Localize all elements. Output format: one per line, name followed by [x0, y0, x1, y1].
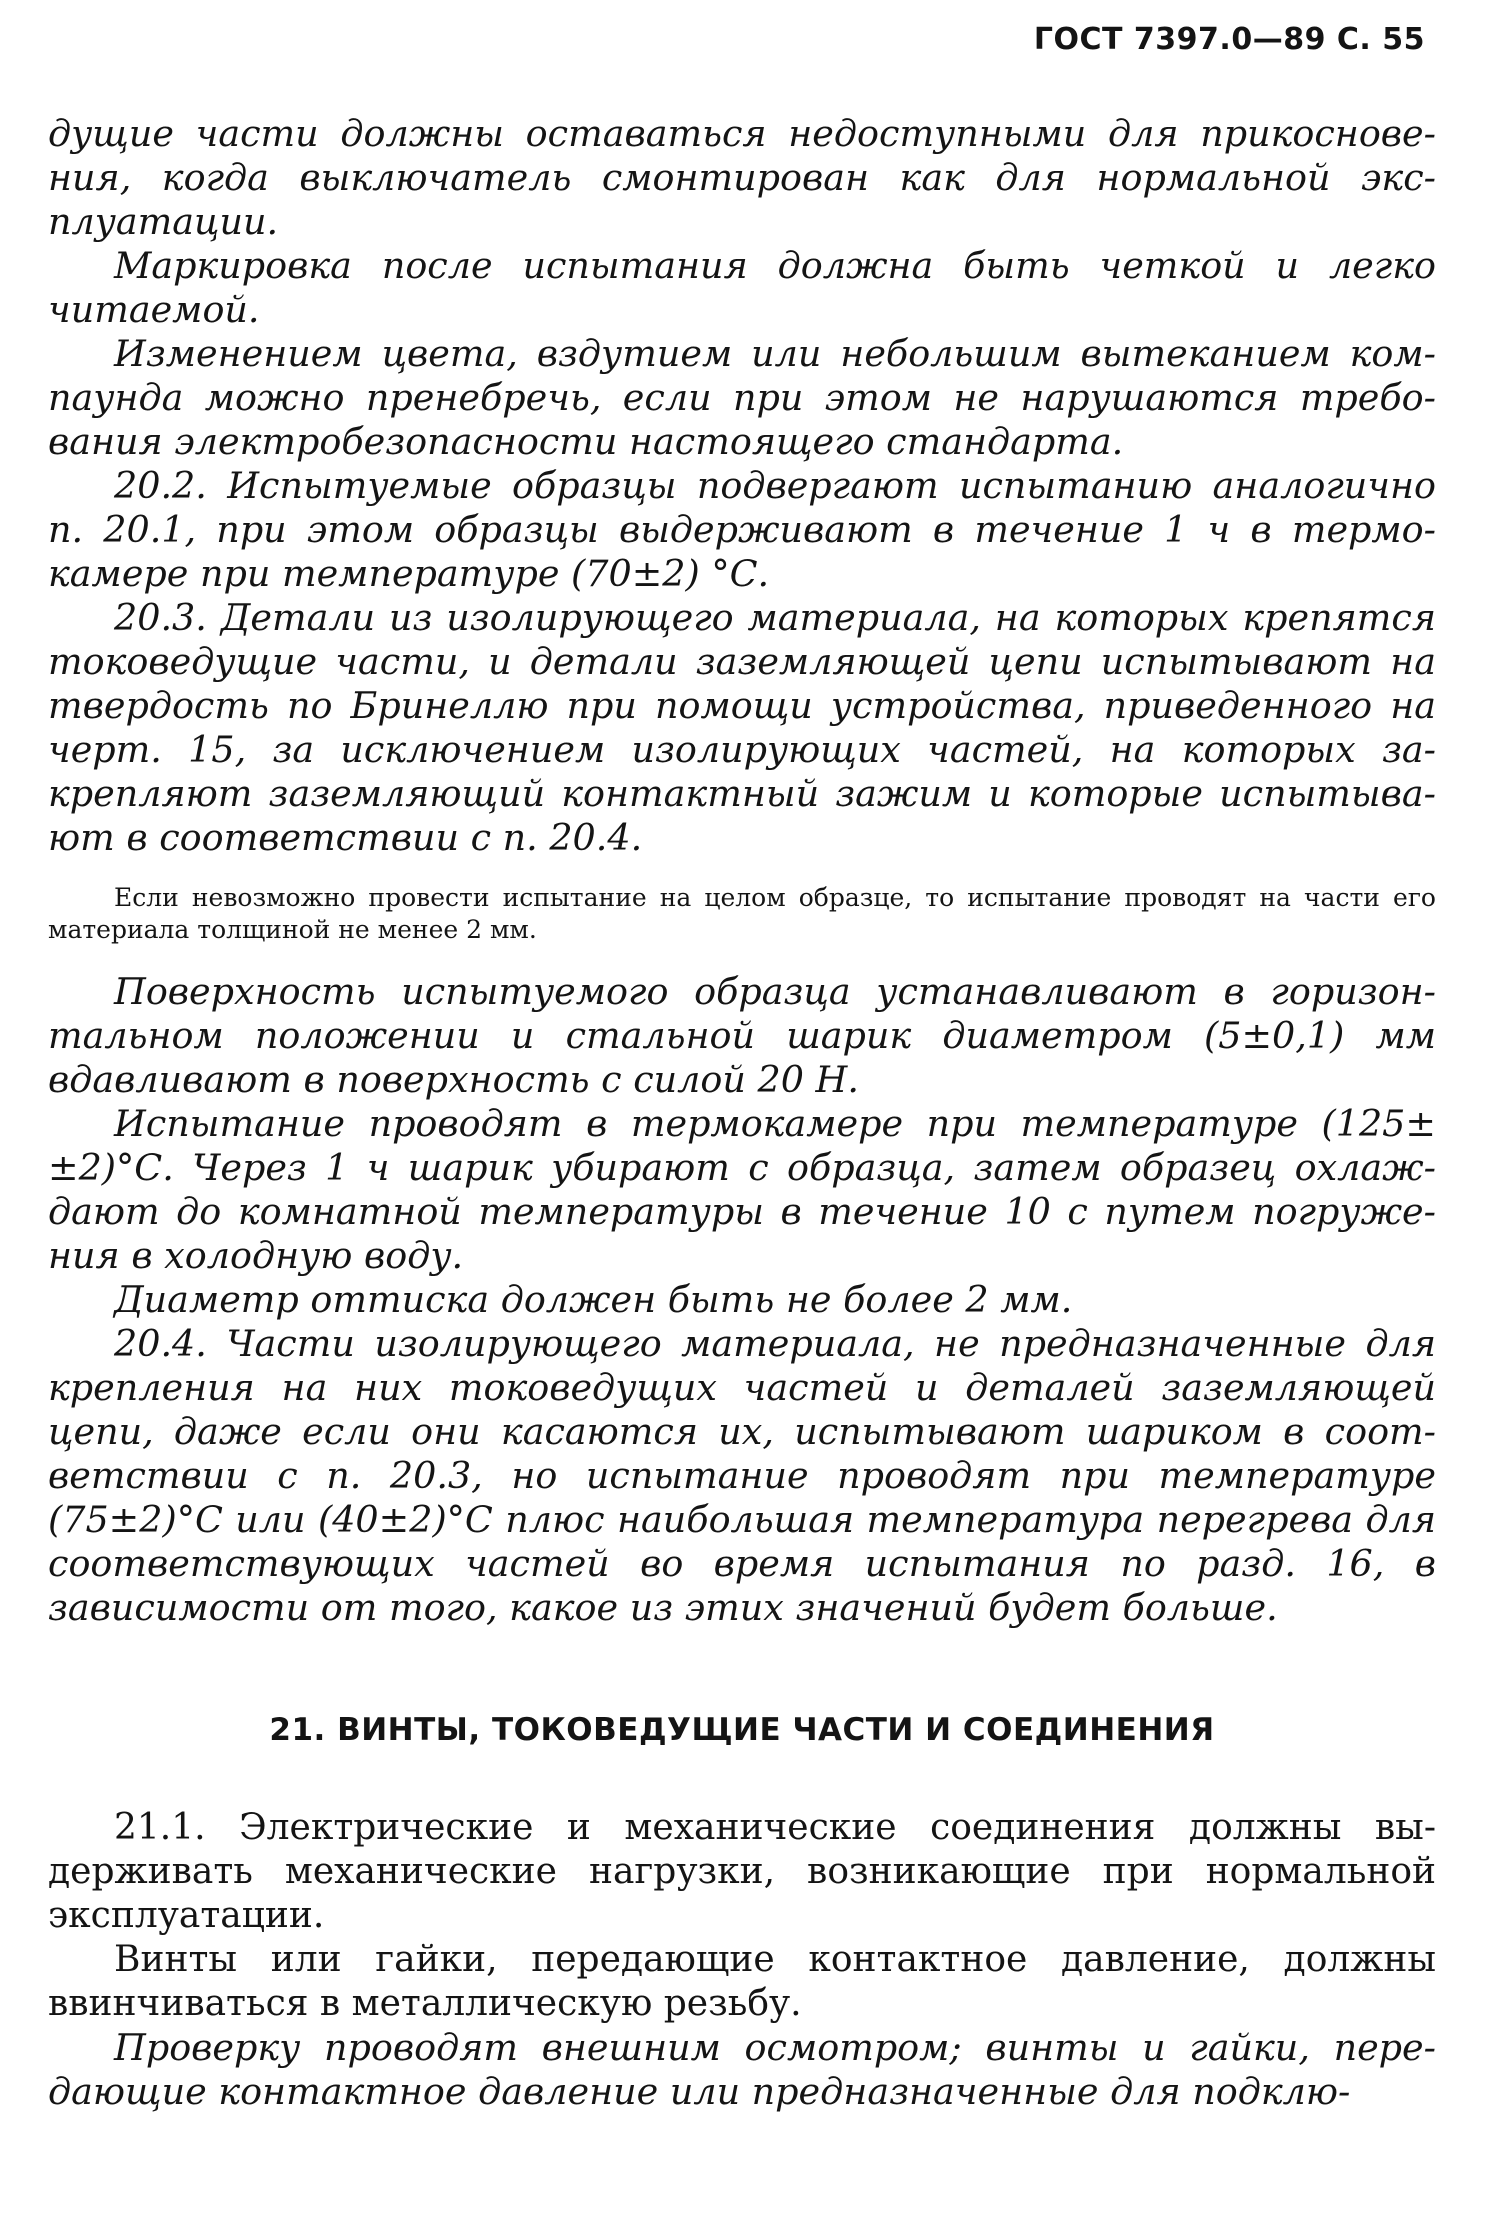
- paragraph-surface: Поверхность испытуемого образца устанавливают в горизонтальном положении и стальной шарик диаметром (5±0,1) мм вдавливают в поверхность с силой 20 Н.: [48, 970, 1436, 1101]
- page-header: ГОСТ 7397.0—89 С. 55: [1033, 22, 1425, 57]
- section-title: 21. ВИНТЫ, ТОКОВЕДУЩИЕ ЧАСТИ И СОЕДИНЕНИЯ: [269, 1712, 1215, 1748]
- paragraph-screws: Винты или гайки, передающие контактное давление, должны ввинчиваться в металлическую резьбу.: [48, 1939, 1436, 2024]
- paragraph-21-1: 21.1. Электрические и механические соединения должны выдерживать механические нагрузки, возникающие при нормальной эксплуатации.: [48, 1807, 1436, 1936]
- paragraph-marking: Маркировка после испытания должна быть четкой и легко читаемой.: [48, 244, 1436, 331]
- paragraph-inspection: Проверку проводят внешним осмотром; винты и гайки, передающие контактное давление или предназначенные для подклю-: [48, 2026, 1436, 2113]
- note-paragraph: Если невозможно провести испытание на целом образце, то испытание проводят на части его материала толщиной не менее 2 мм.: [48, 883, 1436, 944]
- paragraph-20-2: 20.2. Испытуемые образцы подвергают испытанию аналогично п. 20.1, при этом образцы выдерживают в течение 1 ч в термокамере при температуре (70±2) °С.: [48, 464, 1436, 595]
- paragraph-20-4: 20.4. Части изолирующего материала, не предназначенные для крепления на них токоведущих частей и деталей заземляющей цепи, даже если они касаются их, испытывают шариком в соответствии с п. 20.3, но испытание проводят при температуре (75±2)°С или (40±2)°С плюс наибольшая температура перегрева для соответствующих частей во время испытания по разд. 16, в зависимости от того, какое из этих значений будет больше.: [48, 1322, 1436, 1629]
- paragraph-imprint: Диаметр оттиска должен быть не более 2 мм.: [114, 1278, 1073, 1321]
- paragraph-20-3: 20.3. Детали из изолирующего материала, на которых крепятся токоведущие части, и детали заземляющей цепи испытывают на твердость по Бринеллю при помощи устройства, приведенного на черт. 15, за исключением изолирующих частей, на которых закрепляют заземляющий контактный зажим и которые испытывают в соответствии с п. 20.4.: [48, 596, 1436, 859]
- document-body: [48, 112, 1436, 2114]
- paragraph-compound: Изменением цвета, вздутием или небольшим вытеканием компаунда можно пренебречь, если при этом не нарушаются требования электробезопасности настоящего стандарта.: [48, 332, 1436, 463]
- paragraph-continuation: дущие части должны оставаться недоступными для прикосновения, когда выключатель смонтирован как для нормальной эксплуатации.: [48, 112, 1436, 243]
- paragraph-test-thermo: Испытание проводят в термокамере при температуре (125± ±2)°С. Через 1 ч шарик убирают с образца, затем образец охлаждают до комнатной температуры в течение 10 с путем погружения в холодную воду.: [48, 1102, 1436, 1277]
